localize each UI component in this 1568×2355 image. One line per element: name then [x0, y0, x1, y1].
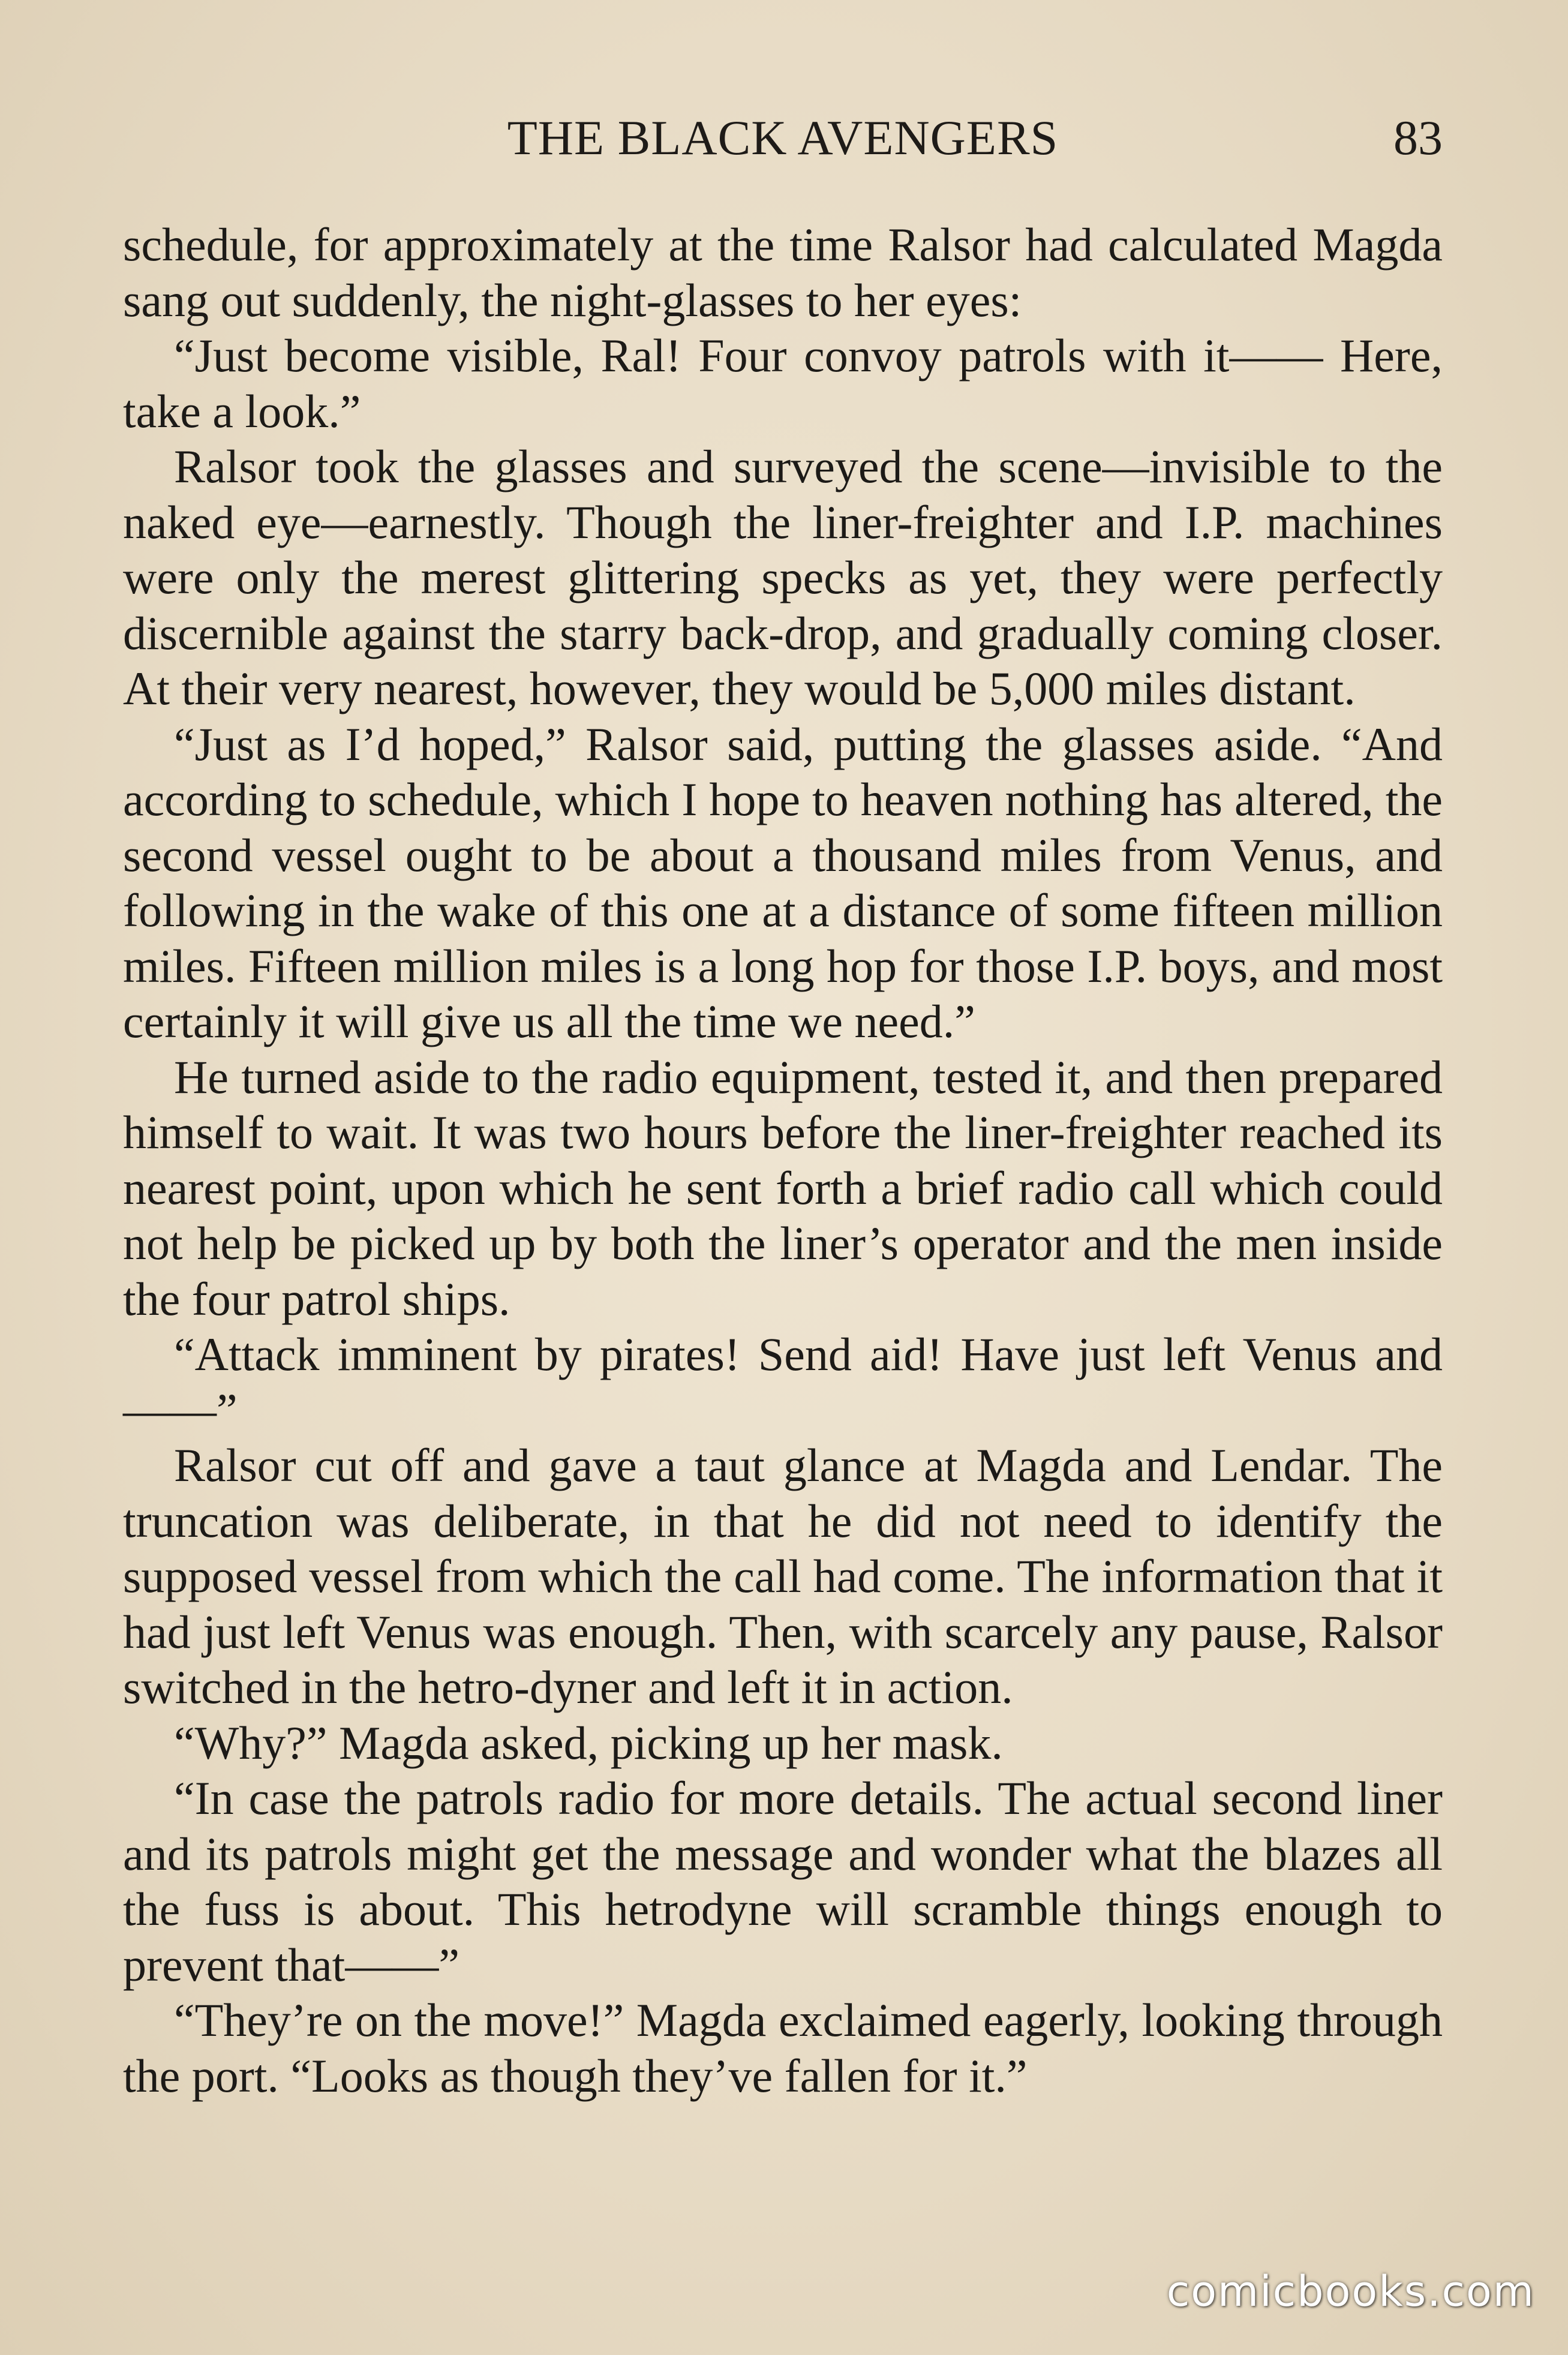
running-title: THE BLACK AVENGERS — [507, 110, 1059, 165]
paragraph: “In case the patrols radio for more details. The actual second liner and its patrols might get the message and wonder what the blazes all the fuss is about. This hetrodyne will scramble things enough to prevent that——” — [123, 1772, 1443, 1991]
paragraph: He turned aside to the radio equipment, tested it, and then prepared himself to wait. It was two hours before the liner-freighter reached its nearest point, upon which he sent forth a brief radio call which could not help be picked up by both the liner’s operator and the men inside the four patrol ships. — [123, 1050, 1443, 1325]
paragraph: schedule, for approximately at the time Ralsor had calculated Magda sang out suddenly, the night-glasses to her eyes: — [123, 218, 1443, 326]
paragraph: “Just as I’d hoped,” Ralsor said, putting the glasses aside. “And according to schedule, which I hope to heaven nothing has altered, the second vessel ought to be about a thousand miles from Venus, and following in the wake of this one at a distance of some fifteen million miles. Fifteen million miles is a long hop for those I.P. boys, and most certainly it will give us all the time we need.” — [123, 717, 1443, 1047]
paragraph: Ralsor cut off and gave a taut glance at Magda and Lendar. The truncation was deliberate, in that he did not need to identify the supposed vessel from which the call had come. The information that it had just left Venus was enough. Then, with scarcely any pause, Ralsor switched in the hetro-dyner and left it in action. — [123, 1439, 1443, 1713]
paragraph: “Attack imminent by pirates! Send aid! Have just left Venus and——” — [123, 1328, 1443, 1436]
page-header — [123, 105, 1443, 171]
paragraph: “They’re on the move!” Magda exclaimed eagerly, looking through the port. “Looks as though they’ve fallen for it.” — [123, 1994, 1443, 2102]
paragraph: “Just become visible, Ral! Four convoy patrols with it—— Here, take a look.” — [123, 329, 1443, 437]
paragraph: “Why?” Magda asked, picking up her mask. — [174, 1716, 1003, 1769]
paragraph: Ralsor took the glasses and surveyed the scene—invisible to the naked eye—earnestly. Though the liner-freighter and I.P. machines were only the merest glittering specks as yet, they were perfectly discernible against the starry back-drop, and gradually coming closer. At their very nearest, however, they would be 5,000 miles distant. — [123, 440, 1443, 714]
body-text — [123, 217, 1443, 2104]
page-number: 83 — [1393, 110, 1443, 165]
watermark: comicbooks.com — [1166, 2267, 1535, 2316]
